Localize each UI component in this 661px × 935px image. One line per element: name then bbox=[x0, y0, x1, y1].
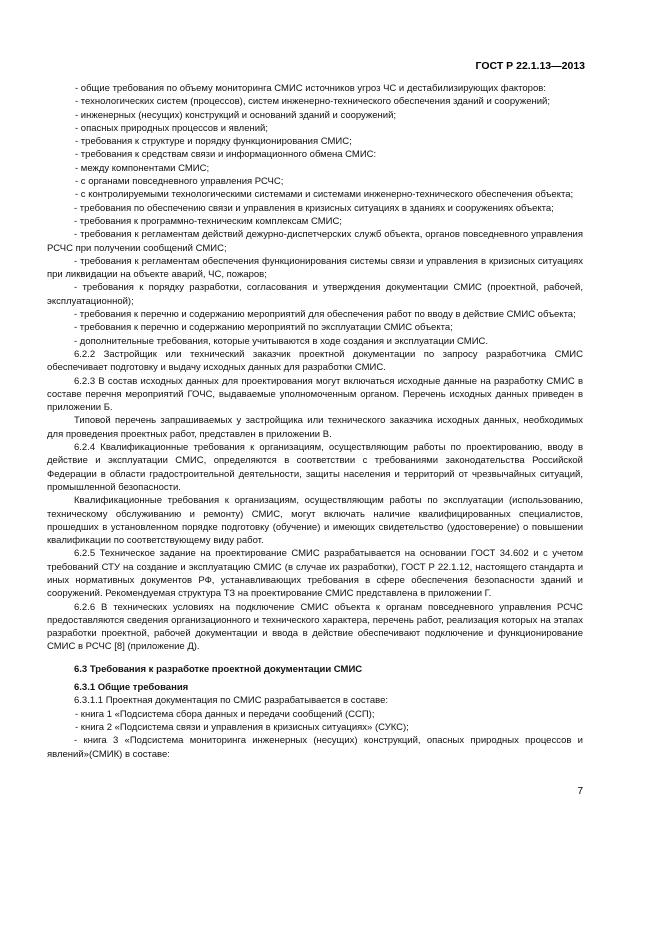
list-item: - требования к перечню и содержанию мероприятий по эксплуатации СМИС объекта; bbox=[74, 322, 453, 334]
paragraph-6-2-2: 6.2.2 Застройщик или технический заказчик проектной документации по запросу разработчика СМИС обеспечивает подготовку и выдачу исходных данных для разработки СМИС. bbox=[47, 348, 583, 374]
paragraph-6-2-6: 6.2.6 В технических условиях на подключение СМИС объекта к органам повседневного управления РСЧС предоставляются сведения организационного и технического характера, перечень работ, реализация которых на этапах разработки проектной, рабочей документации и ввода в действие обеспечивают подключение и функционирование СМИС в РСЧС [8] (приложение Д). bbox=[47, 601, 583, 653]
paragraph: Типовой перечень запрашиваемых у застройщика или технического заказчика исходных данных, необходимых для проведения проектных работ, представлен в приложении В. bbox=[47, 415, 583, 440]
list-item: - инженерных (несущих) конструкций и оснований зданий и сооружений; bbox=[75, 109, 397, 121]
paragraph-6-2-3: 6.2.3 В состав исходных данных для проектирования могут включаться исходные данные на разработку СМИС в составе перечня мероприятий ГОЧС, выдаваемые уполномоченным органом. Перечень исходных данных приведен в приложении Б. bbox=[47, 375, 583, 414]
subsection-heading-6-3-1: 6.3.1 Общие требования bbox=[74, 682, 189, 694]
list-item: - опасных природных процессов и явлений; bbox=[75, 122, 268, 134]
paragraph-6-2-4: 6.2.4 Квалификационные требования к организациям, осуществляющим работы по проектированию, вводу в действие и эксплуатации СМИС, определяются в соответствии с требованиями законодательства Российской Федерации в области градостроительной деятельности, защиты населения и территорий от чрезвычайных ситуаций, промышленной безопасности. bbox=[47, 442, 583, 493]
page-number: 7 bbox=[577, 786, 583, 797]
paragraph: Квалификационные требования к организациям, осуществляющим работы по эксплуатации (использованию, техническому обслуживанию и ремонту) СМИС, могут включать наличие квалифицированных специалистов, прошедших в установленном порядке подготовку (обучение) и имеющих свидетельство (удостоверение) о повышении квалификации по соответствующему виду работ. bbox=[47, 495, 583, 547]
section-heading-6-3: 6.3 Требования к разработке проектной документации СМИС bbox=[74, 663, 363, 675]
list-item: - требования к порядку разработки, согласования и утверждения документации СМИС (проектной, рабочей, эксплуатационной); bbox=[47, 282, 583, 307]
list-item: - требования по обеспечению связи и управления в кризисных ситуациях в зданиях и сооружениях объекта; bbox=[74, 202, 554, 214]
list-item: - требования к средствам связи и информационного обмена СМИС: bbox=[75, 149, 377, 161]
list-item: - с органами повседневного управления РСЧС; bbox=[75, 176, 284, 188]
list-item: - книга 1 «Подсистема сбора данных и передачи сообщений (ССП); bbox=[75, 708, 375, 720]
list-item: - с контролируемыми технологическими системами и системами инженерно-технического обеспечения объекта; bbox=[75, 189, 574, 201]
paragraph-6-3-1-1: 6.3.1.1 Проектная документация по СМИС разрабатывается в составе: bbox=[74, 695, 389, 707]
list-item: - требования к регламентам обеспечения функционирования системы связи и управления в кризисных ситуациях при ликвидации на объекте аварий, ЧС, пожаров; bbox=[47, 255, 583, 281]
list-item: - требования к программно-техническим комплексам СМИС; bbox=[74, 215, 342, 227]
list-item: - требования к структуре и порядку функционирования СМИС; bbox=[75, 136, 352, 148]
list-item: - общие требования по объему мониторинга СМИС источников угроз ЧС и дестабилизирующих факторов: bbox=[75, 83, 546, 94]
list-item: - требования к перечню и содержанию мероприятий для обеспечения работ по вводу в действие СМИС объекта; bbox=[74, 309, 576, 321]
list-item: - книга 3 «Подсистема мониторинга инженерных (несущих) конструкций, опасных природных процессов и явлений»(СМИК) в составе: bbox=[47, 735, 583, 760]
document-code-header: ГОСТ Р 22.1.13—2013 bbox=[475, 60, 585, 72]
list-item: - между компонентами СМИС; bbox=[75, 162, 210, 174]
list-item: - требования к регламентам действий дежурно-диспетчерских служб объекта, органов повседневного управления РСЧС при получении сообщений СМИС; bbox=[47, 229, 583, 254]
document-body bbox=[47, 82, 583, 761]
list-item: - технологических систем (процессов), систем инженерно-технического обеспечения зданий и сооружений; bbox=[75, 96, 550, 108]
list-item: - дополнительные требования, которые учитываются в ходе создания и эксплуатации СМИС. bbox=[74, 335, 489, 347]
paragraph-6-2-5: 6.2.5 Техническое задание на проектирование СМИС разрабатывается на основании ГОСТ 34.602 и с учетом требований СТУ на создание и эксплуатацию СМИС (в случае их разработки), ГОСТ Р 22.1.12, настоящего стандарта и иных нормативных документов РФ, устанавливающих требования в сфере обеспечения безопасности зданий и сооружений. Рекомендуемая структура ТЗ на проектирование СМИС представлена в приложении Г. bbox=[47, 548, 583, 600]
list-item: - книга 2 «Подсистема связи и управления в кризисных ситуациях» (СУКС); bbox=[75, 721, 409, 733]
